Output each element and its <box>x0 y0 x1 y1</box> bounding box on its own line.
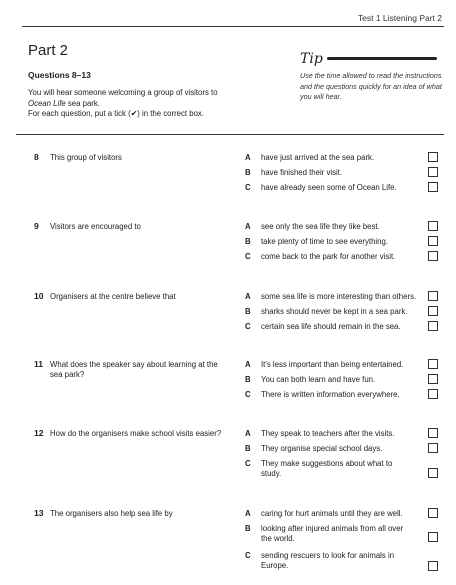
answer-checkbox[interactable] <box>428 251 438 261</box>
questions-range: Questions 8–13 <box>28 70 91 80</box>
option-text: There is written information everywhere. <box>261 390 400 399</box>
instructions-line-1: You will hear someone welcoming a group of visitors to <box>28 88 218 97</box>
option-text: certain sea life should remain in the sea. <box>261 322 401 331</box>
option-text: looking after injured animals from all over the world. <box>261 524 404 543</box>
option-letter: C <box>245 322 251 331</box>
answer-checkbox[interactable] <box>428 389 438 399</box>
option-letter: B <box>245 524 251 533</box>
question-number: 10 <box>34 291 44 301</box>
option-a <box>245 429 445 443</box>
answer-checkbox[interactable] <box>428 182 438 192</box>
option-text: You can both learn and have fun. <box>261 375 376 384</box>
tip-box <box>300 50 450 103</box>
answer-checkbox[interactable] <box>428 374 438 384</box>
park-name: Ocean Life <box>28 98 66 108</box>
answer-checkbox[interactable] <box>428 468 438 478</box>
question-text: Organisers at the centre believe that <box>50 292 176 301</box>
option-letter: B <box>245 168 251 177</box>
answer-checkbox[interactable] <box>428 236 438 246</box>
option-b <box>245 375 445 389</box>
tip-underline <box>327 57 437 60</box>
instructions-line-3: For each question, put a tick (✔) in the correct box. <box>28 109 204 118</box>
option-b <box>245 444 445 458</box>
option-letter: C <box>245 252 251 261</box>
answer-checkbox[interactable] <box>428 321 438 331</box>
header-divider <box>22 26 444 27</box>
option-letter: B <box>245 237 251 246</box>
answer-checkbox[interactable] <box>428 291 438 301</box>
option-letter: B <box>245 375 251 384</box>
option-text: They speak to teachers after the visits. <box>261 429 395 438</box>
option-a <box>245 509 445 523</box>
answer-checkbox[interactable] <box>428 359 438 369</box>
instructions-line-2 <box>28 99 258 110</box>
option-letter: A <box>245 222 251 231</box>
option-letter: C <box>245 551 251 560</box>
answer-checkbox[interactable] <box>428 428 438 438</box>
option-letter: A <box>245 153 251 162</box>
answer-checkbox[interactable] <box>428 152 438 162</box>
option-c <box>245 183 445 197</box>
option-text: sending rescuers to look for animals in Europe. <box>261 551 395 570</box>
instructions-line-2-rest: sea park. <box>65 98 100 108</box>
answer-checkbox[interactable] <box>428 508 438 518</box>
option-a <box>245 222 445 236</box>
tip-label: Tip <box>300 51 323 67</box>
option-text: caring for hurt animals until they are well. <box>261 509 403 518</box>
option-text: have already seen some of Ocean Life. <box>261 183 397 192</box>
option-c <box>245 390 445 404</box>
option-b <box>245 307 445 321</box>
option-c <box>245 322 445 336</box>
option-text: sharks should never be kept in a sea park. <box>261 307 408 316</box>
option-text: take plenty of time to see everything. <box>261 237 388 246</box>
option-b <box>245 237 445 251</box>
option-a <box>245 292 445 306</box>
part-title: Part 2 <box>28 42 69 59</box>
option-c <box>245 252 445 266</box>
option-b <box>245 168 445 182</box>
option-letter: B <box>245 307 251 316</box>
option-c <box>245 459 445 483</box>
option-letter: A <box>245 360 251 369</box>
question-number: 12 <box>34 428 44 438</box>
option-a <box>245 360 445 374</box>
answer-checkbox[interactable] <box>428 306 438 316</box>
instructions <box>28 88 258 120</box>
answer-checkbox[interactable] <box>428 532 438 542</box>
option-text: some sea life is more interesting than others. <box>261 292 417 301</box>
option-letter: C <box>245 459 251 468</box>
answer-checkbox[interactable] <box>428 561 438 571</box>
page-header: Test 1 Listening Part 2 <box>357 13 442 23</box>
question-text: This group of visitors <box>50 153 122 162</box>
option-a <box>245 153 445 167</box>
answer-checkbox[interactable] <box>428 167 438 177</box>
section-divider <box>16 134 444 135</box>
option-text: see only the sea life they like best. <box>261 222 380 231</box>
option-text: have finished their visit. <box>261 168 343 177</box>
answer-checkbox[interactable] <box>428 221 438 231</box>
question-number: 11 <box>34 359 44 369</box>
question-text: How do the organisers make school visits easier? <box>50 429 222 438</box>
option-text: It's less important than being entertained. <box>261 360 404 369</box>
option-text: They organise special school days. <box>261 444 383 453</box>
option-letter: A <box>245 509 251 518</box>
question-text: What does the speaker say about learning at the sea park? <box>50 360 218 379</box>
question-text: The organisers also help sea life by <box>50 509 173 518</box>
option-c <box>245 551 445 575</box>
option-text: have just arrived at the sea park. <box>261 153 375 162</box>
tip-text: Use the time allowed to read the instructions and the questions quickly for an idea of what you will hear. <box>300 71 442 101</box>
option-letter: A <box>245 292 251 301</box>
question-text: Visitors are encouraged to <box>50 222 141 231</box>
option-letter: B <box>245 444 251 453</box>
question-number: 8 <box>34 152 39 162</box>
option-b <box>245 524 445 548</box>
question-number: 13 <box>34 508 44 518</box>
option-letter: A <box>245 429 251 438</box>
answer-checkbox[interactable] <box>428 443 438 453</box>
option-letter: C <box>245 183 251 192</box>
option-letter: C <box>245 390 251 399</box>
question-number: 9 <box>34 221 39 231</box>
option-text: They make suggestions about what to study. <box>261 459 393 478</box>
option-text: come back to the park for another visit. <box>261 252 396 261</box>
